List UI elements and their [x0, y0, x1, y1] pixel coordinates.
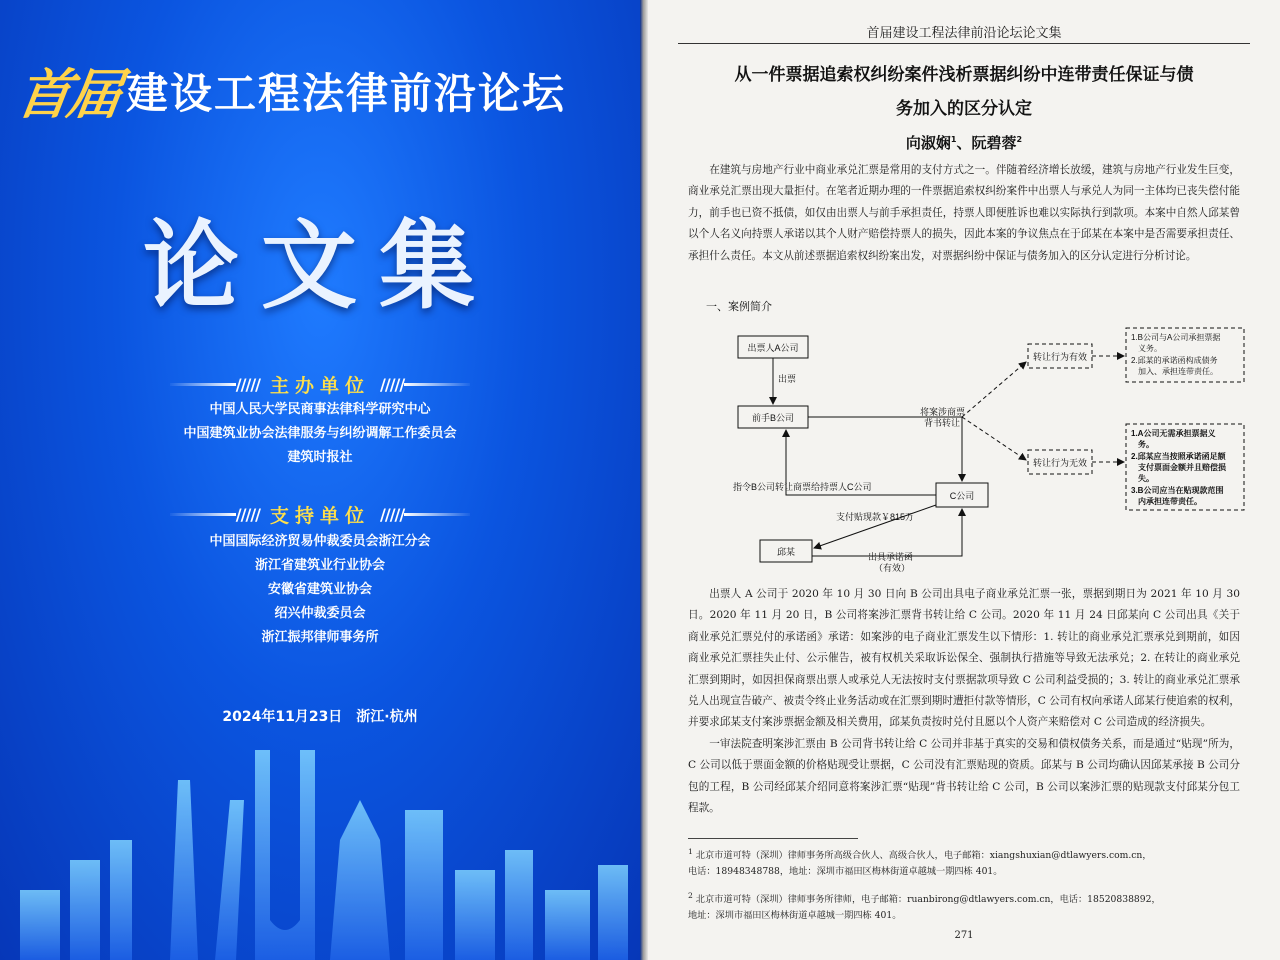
cover-title-row — [13, 52, 622, 129]
book-gutter — [640, 0, 648, 960]
cover-date-place: 2024年11月23日 浙江·杭州 — [222, 709, 418, 725]
support-org-list — [0, 530, 640, 650]
edge-issue-label: 出票 — [778, 374, 797, 384]
paper-page — [648, 0, 1280, 960]
footnote-mark: 1 — [950, 135, 957, 144]
support-org: 绍兴仲裁委员会 — [274, 606, 366, 621]
paper-title — [688, 58, 1240, 126]
edge-letter-label: （有效） — [874, 563, 911, 573]
host-label: 主办单位 — [270, 374, 371, 397]
edge-letter-label: 出具承诺函 — [868, 552, 914, 562]
author-name: 阮碧蓉 — [971, 134, 1017, 152]
authors: 向淑娴$^1$、阮碧蓉$^2$ — [905, 134, 1023, 152]
support-label: 支持单位 — [270, 504, 371, 527]
section-heading: 一、案例简介 — [706, 300, 772, 313]
cover-forum-title: 建设工程法律前沿论坛 — [126, 68, 567, 118]
node-c-label: C公司 — [949, 491, 975, 501]
invalid-result-text: 1.A公司无需承担票据义 务。 2.邱某应当按照承诺函足额 支付票面金额并且赔偿损 失。 3.B公司应当在贴现款范围 内承担连带责任。 — [1131, 429, 1226, 506]
edge-pay-label: 支付贴现款￥815万 — [836, 512, 915, 522]
abstract-paragraph: 在建筑与房地产行业中商业承兑汇票是常用的支付方式之一。伴随着经济增长放缓，建筑与房地产行业发生巨变，商业承兑汇票出现大量拒付。在笔者近期办理的一件票据追索权纠纷案件中出票人与承兑人为同一主体均已丧失偿付能力，前手也已资不抵债，如仅由出票人与前手承担责任，持票人即便胜诉也难以实际执行到款项。本案中自然人邱某曾以个人名义向持票人承诺以其个人财产赔偿持票人的损失，因此本案的争议焦点在于邱某在本案中是否需要承担责任、承担什么责任。本文从前述票据追索权纠纷案出发，对票据纠纷中保证与债务加入的区分认定进行分析讨论。 — [688, 164, 1240, 262]
divider — [170, 513, 236, 516]
footnote-1: $^1$ 北京市道可特（深圳）律师事务所高级合伙人、高级合伙人，电子邮箱：xiangshuxian@dtlawyers.com.cn， 电话：18948348788，地址：深圳市福田区梅林街道卓越城一期四栋 401。 — [688, 847, 1152, 878]
support-org: 浙江振邦律师事务所 — [261, 630, 379, 645]
case-flow-diagram — [678, 320, 1258, 582]
host-org: 中国建筑业协会法律服务与纠纷调解工作委员会 — [183, 426, 457, 441]
host-org: 建筑时报社 — [287, 450, 353, 465]
divider — [404, 383, 470, 386]
city-skyline-illustration — [0, 740, 640, 960]
author-name: 向淑娴 — [905, 134, 951, 152]
running-head: 首届建设工程法律前沿论坛论文集 — [866, 26, 1062, 41]
edge-instruct-label: 指令B公司转让商票给持票人C公司 — [733, 482, 872, 492]
divider — [404, 513, 470, 516]
cover-first-label: 首届 — [13, 62, 123, 126]
footnote-rule — [688, 838, 858, 839]
page-number: 271 — [954, 930, 974, 941]
support-org: 安徽省建筑业协会 — [267, 582, 372, 597]
support-section-header: ///// 支持单位 ///// — [170, 502, 470, 526]
divider — [170, 383, 236, 386]
node-b-label: 前手B公司 — [751, 413, 795, 423]
body-paragraphs — [688, 584, 1240, 819]
edge-endorse-label: 将案涉商票 — [920, 407, 966, 417]
footnote-mark: 2 — [1016, 135, 1023, 144]
support-org: 中国国际经济贸易仲裁委员会浙江分会 — [209, 534, 431, 549]
valid-label: 转让行为有效 — [1032, 352, 1088, 362]
host-section-header: ///// 主办单位 ///// — [170, 372, 470, 396]
case-paragraph: 出票人 A 公司于 2020 年 10 月 30 日向 B 公司出具电子商业承兑汇票一张，票据到期日为 2021 年 10 月 30 日。2020 年 11 月 20 日，B 公司将案涉汇票背书转让给 C 公司。2020 年 11 月 24 日邱某向 C 公司出具《关于商业承兑汇票兑付的承诺函》承诺：如案涉的电子商业汇票发生以下情形：1. 转让的商业承兑汇票承兑到期前，如因商业承兑汇票挂失止付、公示催告，被有权机关采取诉讼保全、强制执行措施等导致无法承兑；2. 在转让的商业承兑汇票到期时，如因担保商票出票人或承兑人无法按时支付票据款项导致 C 公司利益受损的；3. 转让的商业承兑汇票承兑人出现宣告破产、被责令终止业务活动或在汇票到期时遭拒付款等情形，C 公司有权向承诺人邱某行使追索的权利，并要求邱某支付案涉票据金额及相关费用，邱某负责按时兑付且愿以个人资产来赔偿对 C 公司造成的经济损失。 — [688, 588, 1240, 729]
paper-title-line: 务加入的区分认定 — [896, 99, 1032, 119]
footnote-2: $^2$ 北京市道可特（深圳）律师事务所律师，电子邮箱：ruanbirong@dtlawyers.com.cn，电话：18520838892， 地址：深圳市福田区梅林街道卓越城一期四栋 401。 — [688, 891, 1161, 922]
host-org: 中国人民大学民商事法律科学研究中心 — [209, 402, 431, 417]
node-a-label: 出票人A公司 — [747, 343, 799, 353]
divider — [678, 43, 1250, 44]
support-org: 浙江省建筑业行业协会 — [254, 558, 385, 573]
node-q-label: 邱某 — [776, 547, 796, 557]
case-paragraph: 一审法院查明案涉汇票由 B 公司背书转让给 C 公司并非基于真实的交易和债权债务关系，而是通过“贴现”所为，C 公司以低于票面金额的价格贴现受让票据，C 公司没有汇票贴现的资质。邱某与 B 公司均确认因邱某承接 B 公司分包的工程，B 公司经邱某介绍同意将案涉汇票“贴现”背书转让给 C 公司，B 公司以案涉汇票的贴现款支付邱某分包工程款。 — [688, 737, 1240, 815]
invalid-label: 转让行为无效 — [1032, 458, 1088, 468]
branch-valid-line — [962, 362, 1026, 417]
valid-result-text: 1.B公司与A公司承担票据 义务。 2.邱某的承诺函构成债务 加入、承担连带责任。 — [1131, 333, 1221, 376]
cover-big-title: 论文集 — [143, 209, 497, 322]
paper-title-line: 从一件票据追索权纠纷案件浅析票据纠纷中连带责任保证与债 — [734, 65, 1194, 85]
host-org-list — [0, 398, 640, 470]
branch-invalid-line — [962, 417, 1026, 460]
edge-endorse-label: 背书转让 — [924, 418, 961, 428]
